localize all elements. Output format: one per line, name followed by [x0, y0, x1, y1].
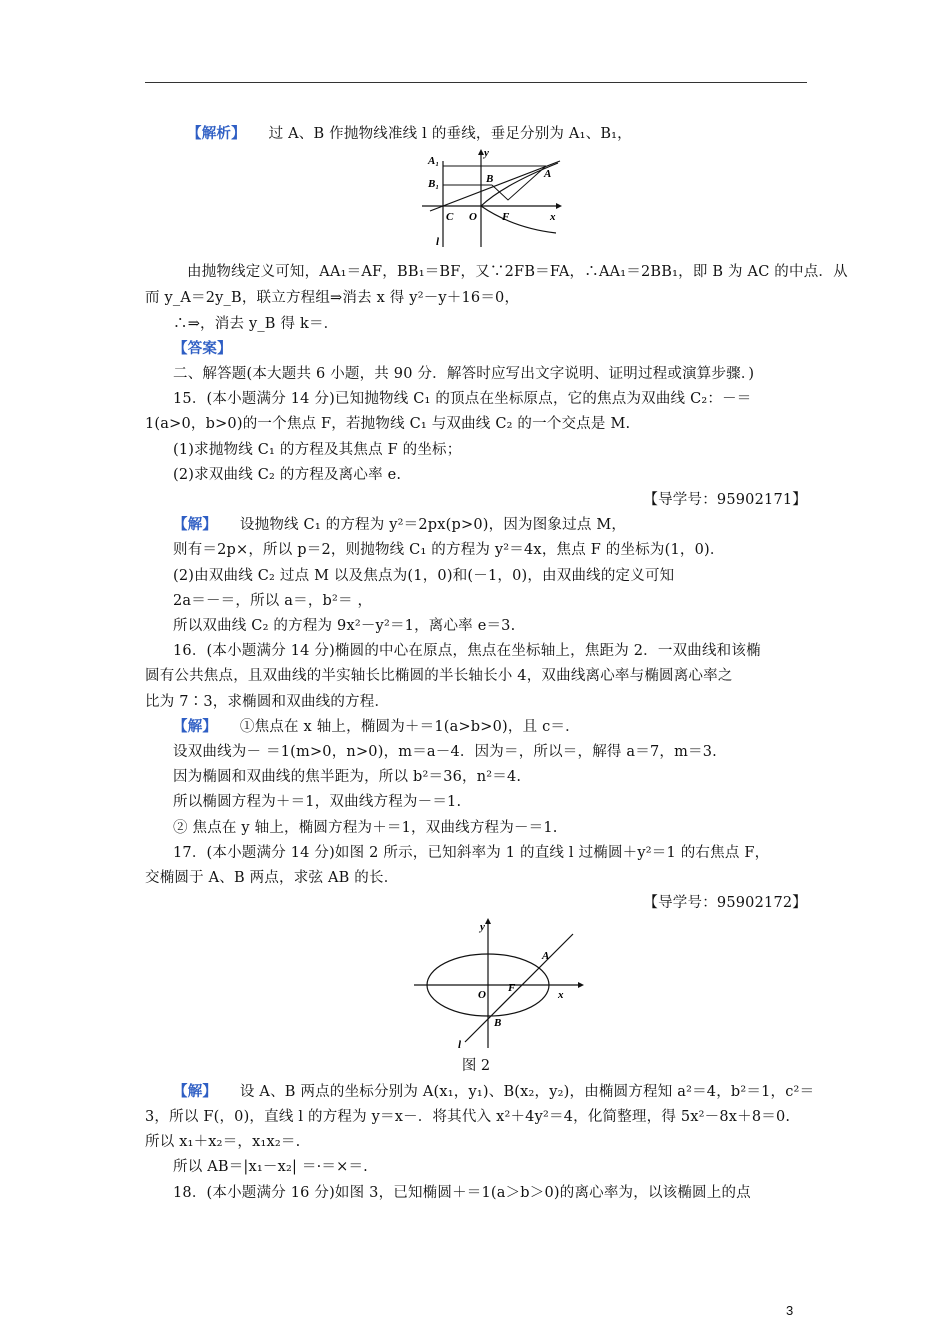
line-text: 圆有公共焦点，且双曲线的半实轴长比椭圆的半长轴长小 4，双曲线离心率与椭圆离心率之: [145, 668, 733, 684]
figure-ellipse: [410, 912, 590, 1054]
label-B: B: [486, 173, 494, 185]
answer-tag: 【答案】: [173, 340, 232, 357]
line-text: 2a＝－＝，所以 a＝，b²＝ ，: [173, 593, 373, 609]
label-y: y: [484, 147, 489, 159]
line-text: 1(a>0，b>0)的一个焦点 F，若抛物线 C₁ 与双曲线 C₂ 的一个交点是 M.: [145, 416, 631, 432]
figure-parabola: [418, 143, 568, 255]
line-text: ② 焦点在 y 轴上，椭圆方程为＋＝1，双曲线方程为－＝1.: [173, 820, 558, 836]
line-text: 而 y_A＝2y_B，联立方程组⇒消去 x 得 y²－y＋16＝0，: [145, 290, 520, 306]
ellipse-diagram: [410, 912, 590, 1050]
line-text: 18．(本小题满分 16 分)如图 3，已知椭圆＋＝1(a＞b＞0)的离心率为，以该椭圆上的点: [173, 1185, 751, 1201]
label-F: F: [508, 982, 516, 994]
solution-tag: 【解】: [173, 516, 218, 533]
line-text: (2)由双曲线 C₂ 过点 M 以及焦点为(1，0)和(－1，0)，由双曲线的定义可知: [173, 568, 675, 584]
line-text: 所以 AB＝|x₁－x₂| ＝·＝×＝.: [173, 1159, 368, 1175]
text-line: [145, 717, 807, 737]
answer-line: [145, 339, 835, 359]
line-text: 所以椭圆方程为＋＝1，双曲线方程为－＝1.: [173, 794, 462, 810]
guide-number: 【导学号：95902171】: [643, 492, 807, 508]
line-text: ①焦点在 x 轴上，椭圆为＋＝1(a>b>0)，且 c＝．: [239, 719, 580, 735]
label-B1: B₁: [428, 178, 440, 190]
line-text: 二、解答题(本大题共 6 小题，共 90 分．解答时应写出文字说明、证明过程或演算步骤．): [173, 366, 755, 382]
line-text: 交椭圆于 A、B 两点，求弦 AB 的长．: [145, 870, 399, 886]
page-number: 3: [786, 1303, 794, 1318]
solution-tag: 【解】: [173, 1083, 218, 1100]
text-line: [145, 124, 807, 144]
label-l: l: [458, 1039, 462, 1050]
label-F: F: [502, 211, 510, 223]
solution-tag: 【解】: [173, 718, 218, 735]
label-A1: A₁: [428, 155, 440, 167]
line-text: 17．(本小题满分 14 分)如图 2 所示，已知斜率为 1 的直线 l 过椭圆＋y²＝1 的右焦点 F，: [173, 845, 770, 861]
line-text: 所以双曲线 C₂ 的方程为 9x²－y²＝1，离心率 e＝3.: [173, 618, 516, 634]
label-O: O: [478, 989, 486, 1001]
line-text: 设抛物线 C₁ 的方程为 y²＝2px(p>0)，因为图象过点 M，: [239, 517, 627, 533]
text-line: [145, 1082, 815, 1102]
line-text: 15．(本小题满分 14 分)已知抛物线 C₁ 的顶点在坐标原点，它的焦点为双曲线 C₂：－＝: [173, 391, 752, 407]
label-y: y: [480, 921, 485, 933]
header-rule: [145, 82, 807, 83]
label-O: O: [469, 211, 477, 223]
label-C: C: [446, 211, 454, 223]
parabola-diagram: [418, 143, 568, 251]
line-text: (1)求抛物线 C₁ 的方程及其焦点 F 的坐标；: [173, 442, 462, 458]
line-text: 由抛物线定义可知，AA₁＝AF，BB₁＝BF，又∵2FB＝FA，∴AA₁＝2BB₁，即 B 为 AC 的中点．从: [187, 264, 848, 280]
line-text: 过 A、B 作抛物线准线 l 的垂线，垂足分别为 A₁、B₁，: [268, 126, 632, 142]
line-text: 16．(本小题满分 14 分)椭圆的中心在原点，焦点在坐标轴上，焦距为 2．一双曲线和该椭: [173, 643, 761, 659]
line-text: 3，所以 F(，0)，直线 l 的方程为 y＝x－．将其代入 x²＋4y²＝4，化简整理，得 5x²－8x＋8＝0.: [145, 1109, 791, 1125]
analysis-tag: 【解析】: [187, 125, 246, 142]
line-text: 比为 7∶3，求椭圆和双曲线的方程．: [145, 694, 390, 710]
line-text: 因为椭圆和双曲线的焦半距为，所以 b²＝36，n²＝4.: [173, 769, 522, 785]
label-A: A: [542, 950, 550, 962]
guide-number: 【导学号：95902172】: [643, 895, 807, 911]
label-B: B: [494, 1017, 502, 1029]
line-text: (2)求双曲线 C₂ 的方程及离心率 e.: [173, 467, 402, 483]
label-x: x: [558, 989, 564, 1001]
line-text: ∴⇒，消去 y_B 得 k＝．: [173, 316, 339, 332]
line-text: 则有＝2p×，所以 p＝2，则抛物线 C₁ 的方程为 y²＝4x，焦点 F 的坐标为(1，0)．: [173, 542, 725, 558]
line-text: 所以 x₁＋x₂＝，x₁x₂＝.: [145, 1134, 301, 1150]
text-line: [145, 515, 807, 535]
figure-caption: 图 2: [461, 1058, 491, 1074]
label-x: x: [550, 211, 556, 223]
line-text: 设 A、B 两点的坐标分别为 A(x₁，y₁)、B(x₂，y₂)，由椭圆方程知 a²＝4，b²＝1，c²＝: [239, 1084, 815, 1100]
label-l: l: [436, 236, 440, 248]
line-text: 设双曲线为－ ＝1(m>0，n>0)，m＝a－4．因为＝，所以＝，解得 a＝7，m＝3.: [173, 744, 717, 760]
label-A: A: [544, 168, 552, 180]
